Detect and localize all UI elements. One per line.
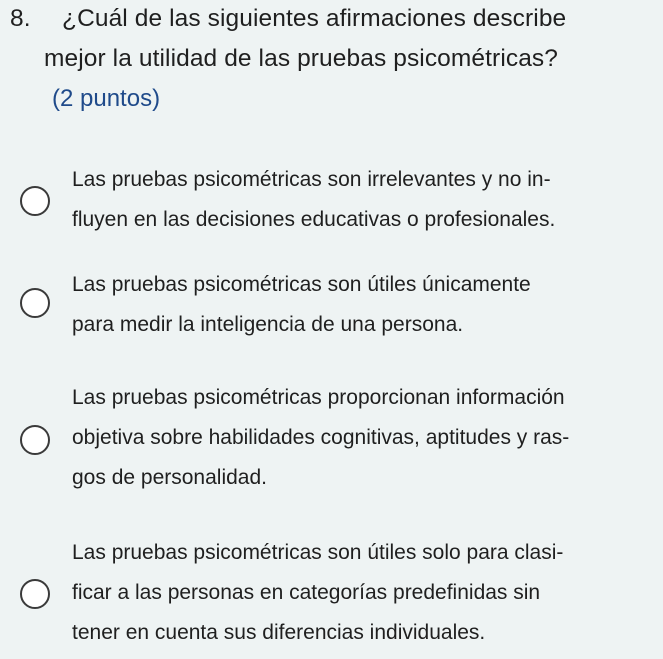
question-number: 8. (10, 5, 31, 32)
radio-button-option-2[interactable] (20, 288, 50, 318)
answer-option-3-line-3: gos de personalidad. (72, 466, 267, 489)
radio-button-option-1[interactable] (20, 186, 50, 216)
answer-option-2-line-1: Las pruebas psicométricas son útiles únicamente (72, 273, 531, 296)
question-points: (2 puntos) (52, 85, 161, 112)
answer-option-1-line-2: fluyen en las decisiones educativas o profesionales. (72, 208, 556, 231)
answer-option-3-line-1: Las pruebas psicométricas proporcionan información (72, 386, 565, 409)
answer-option-2-line-2: para medir la inteligencia de una persona. (72, 313, 464, 336)
answer-option-1-line-1: Las pruebas psicométricas son irrelevantes y no in- (72, 168, 551, 191)
answer-option-4-line-2: ficar a las personas en categorías predefinidas sin (72, 581, 541, 604)
radio-button-option-4[interactable] (20, 579, 50, 609)
question-text-line-2: mejor la utilidad de las pruebas psicométricas? (44, 45, 559, 72)
answer-option-1-text (72, 160, 662, 240)
answer-option-3-line-2: objetiva sobre habilidades cognitivas, aptitudes y ras- (72, 426, 570, 449)
answer-option-4-text (72, 533, 662, 653)
answer-option-3-text (72, 378, 662, 498)
answer-option-2-text (72, 265, 662, 345)
answer-option-4-line-3: tener en cuenta sus diferencias individuales. (72, 621, 486, 644)
answer-option-4-line-1: Las pruebas psicométricas son útiles solo para clasi- (72, 541, 564, 564)
question-text-line-1: ¿Cuál de las siguientes afirmaciones describe (62, 5, 567, 32)
radio-button-option-3[interactable] (20, 425, 50, 455)
